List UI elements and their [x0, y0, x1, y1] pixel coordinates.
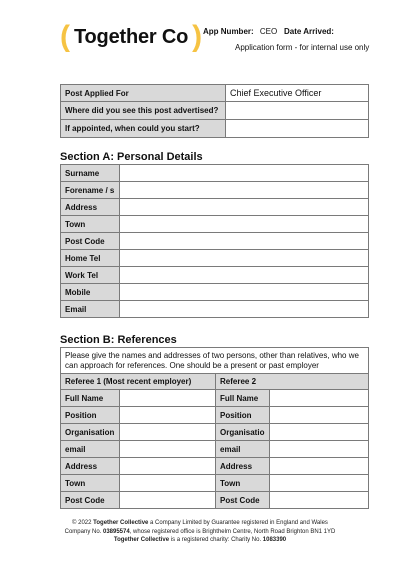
ref2-full-name-label: Full Name — [216, 390, 270, 407]
app-number-label: App Number: — [203, 27, 254, 36]
ref1-town-field[interactable] — [120, 475, 216, 492]
brand-name: Together Co — [74, 25, 189, 48]
ref2-address-label: Address — [216, 458, 270, 475]
ref2-postcode-label: Post Code — [216, 492, 270, 509]
ref1-email-label: email — [61, 441, 120, 458]
ref1-address-field[interactable] — [120, 458, 216, 475]
surname-field[interactable] — [120, 165, 369, 182]
logo-left-bracket: ( — [60, 20, 70, 53]
postcode-field[interactable] — [120, 233, 369, 250]
personal-details-table — [60, 164, 369, 318]
date-arrived — [284, 27, 334, 36]
form-note: Application form - for internal use only — [235, 43, 370, 52]
ref1-organisation-field[interactable] — [120, 424, 216, 441]
footer-line-2: Company No. 03895574, whose registered office is Brighthelm Centre, North Road Brighton BN1 1YD — [64, 528, 336, 535]
start-value[interactable] — [226, 120, 369, 138]
ref1-position-label: Position — [61, 407, 120, 424]
ref2-organisation-label: Organisatio — [216, 424, 270, 441]
ref1-email-field[interactable] — [120, 441, 216, 458]
surname-label: Surname — [61, 165, 120, 182]
town-field[interactable] — [120, 216, 369, 233]
ref2-email-label: email — [216, 441, 270, 458]
ref2-full-name-field[interactable] — [270, 390, 369, 407]
ref2-organisation-field[interactable] — [270, 424, 369, 441]
section-a-title: Section A: Personal Details — [60, 151, 203, 163]
logo — [60, 22, 202, 52]
post-label: Post Applied For — [61, 85, 226, 102]
footer-line-3: Together Collective is a registered charity: Charity No. 1083390 — [113, 537, 287, 543]
references-intro: Please give the names and addresses of two persons, other than relatives, who we can approach for references. One should be a present or past employer — [61, 348, 369, 374]
forename-label: Forename / s — [61, 182, 120, 199]
ref2-address-field[interactable] — [270, 458, 369, 475]
advertised-value[interactable] — [226, 102, 369, 120]
email-label: Email — [61, 301, 120, 318]
app-number — [203, 27, 277, 36]
work-tel-field[interactable] — [120, 267, 369, 284]
mobile-field[interactable] — [120, 284, 369, 301]
ref1-postcode-field[interactable] — [120, 492, 216, 509]
section-b-title: Section B: References — [60, 334, 177, 346]
address-label: Address — [61, 199, 120, 216]
ref1-organisation-label: Organisation — [61, 424, 120, 441]
ref1-town-label: Town — [61, 475, 120, 492]
app-number-value: CEO — [259, 27, 278, 36]
ref1-position-field[interactable] — [120, 407, 216, 424]
ref2-town-label: Town — [216, 475, 270, 492]
referee-1-heading: Referee 1 (Most recent employer) — [61, 374, 216, 390]
ref1-full-name-label: Full Name — [61, 390, 120, 407]
ref1-postcode-label: Post Code — [61, 492, 120, 509]
work-tel-label: Work Tel — [61, 267, 120, 284]
postcode-label: Post Code — [61, 233, 120, 250]
ref2-email-field[interactable] — [270, 441, 369, 458]
ref2-position-field[interactable] — [270, 407, 369, 424]
ref1-address-label: Address — [61, 458, 120, 475]
post-table — [60, 84, 369, 138]
home-tel-field[interactable] — [120, 250, 369, 267]
forename-field[interactable] — [120, 182, 369, 199]
town-label: Town — [61, 216, 120, 233]
post-value[interactable]: Chief Executive Officer — [226, 85, 369, 102]
home-tel-label: Home Tel — [61, 250, 120, 267]
logo-right-bracket: ) — [192, 20, 203, 53]
date-arrived-label: Date Arrived: — [284, 27, 334, 36]
ref2-town-field[interactable] — [270, 475, 369, 492]
ref2-position-label: Position — [216, 407, 270, 424]
footer — [0, 519, 400, 545]
email-field[interactable] — [120, 301, 369, 318]
address-field[interactable] — [120, 199, 369, 216]
references-table — [60, 347, 369, 509]
mobile-label: Mobile — [61, 284, 120, 301]
referee-2-heading: Referee 2 — [216, 374, 369, 390]
ref1-full-name-field[interactable] — [120, 390, 216, 407]
start-label: If appointed, when could you start? — [61, 120, 226, 138]
footer-line-1: © 2022 Together Collective a Company Limited by Guarantee registered in England and Wales — [72, 520, 328, 526]
ref2-postcode-field[interactable] — [270, 492, 369, 509]
advertised-label: Where did you see this post advertised? — [61, 102, 226, 120]
